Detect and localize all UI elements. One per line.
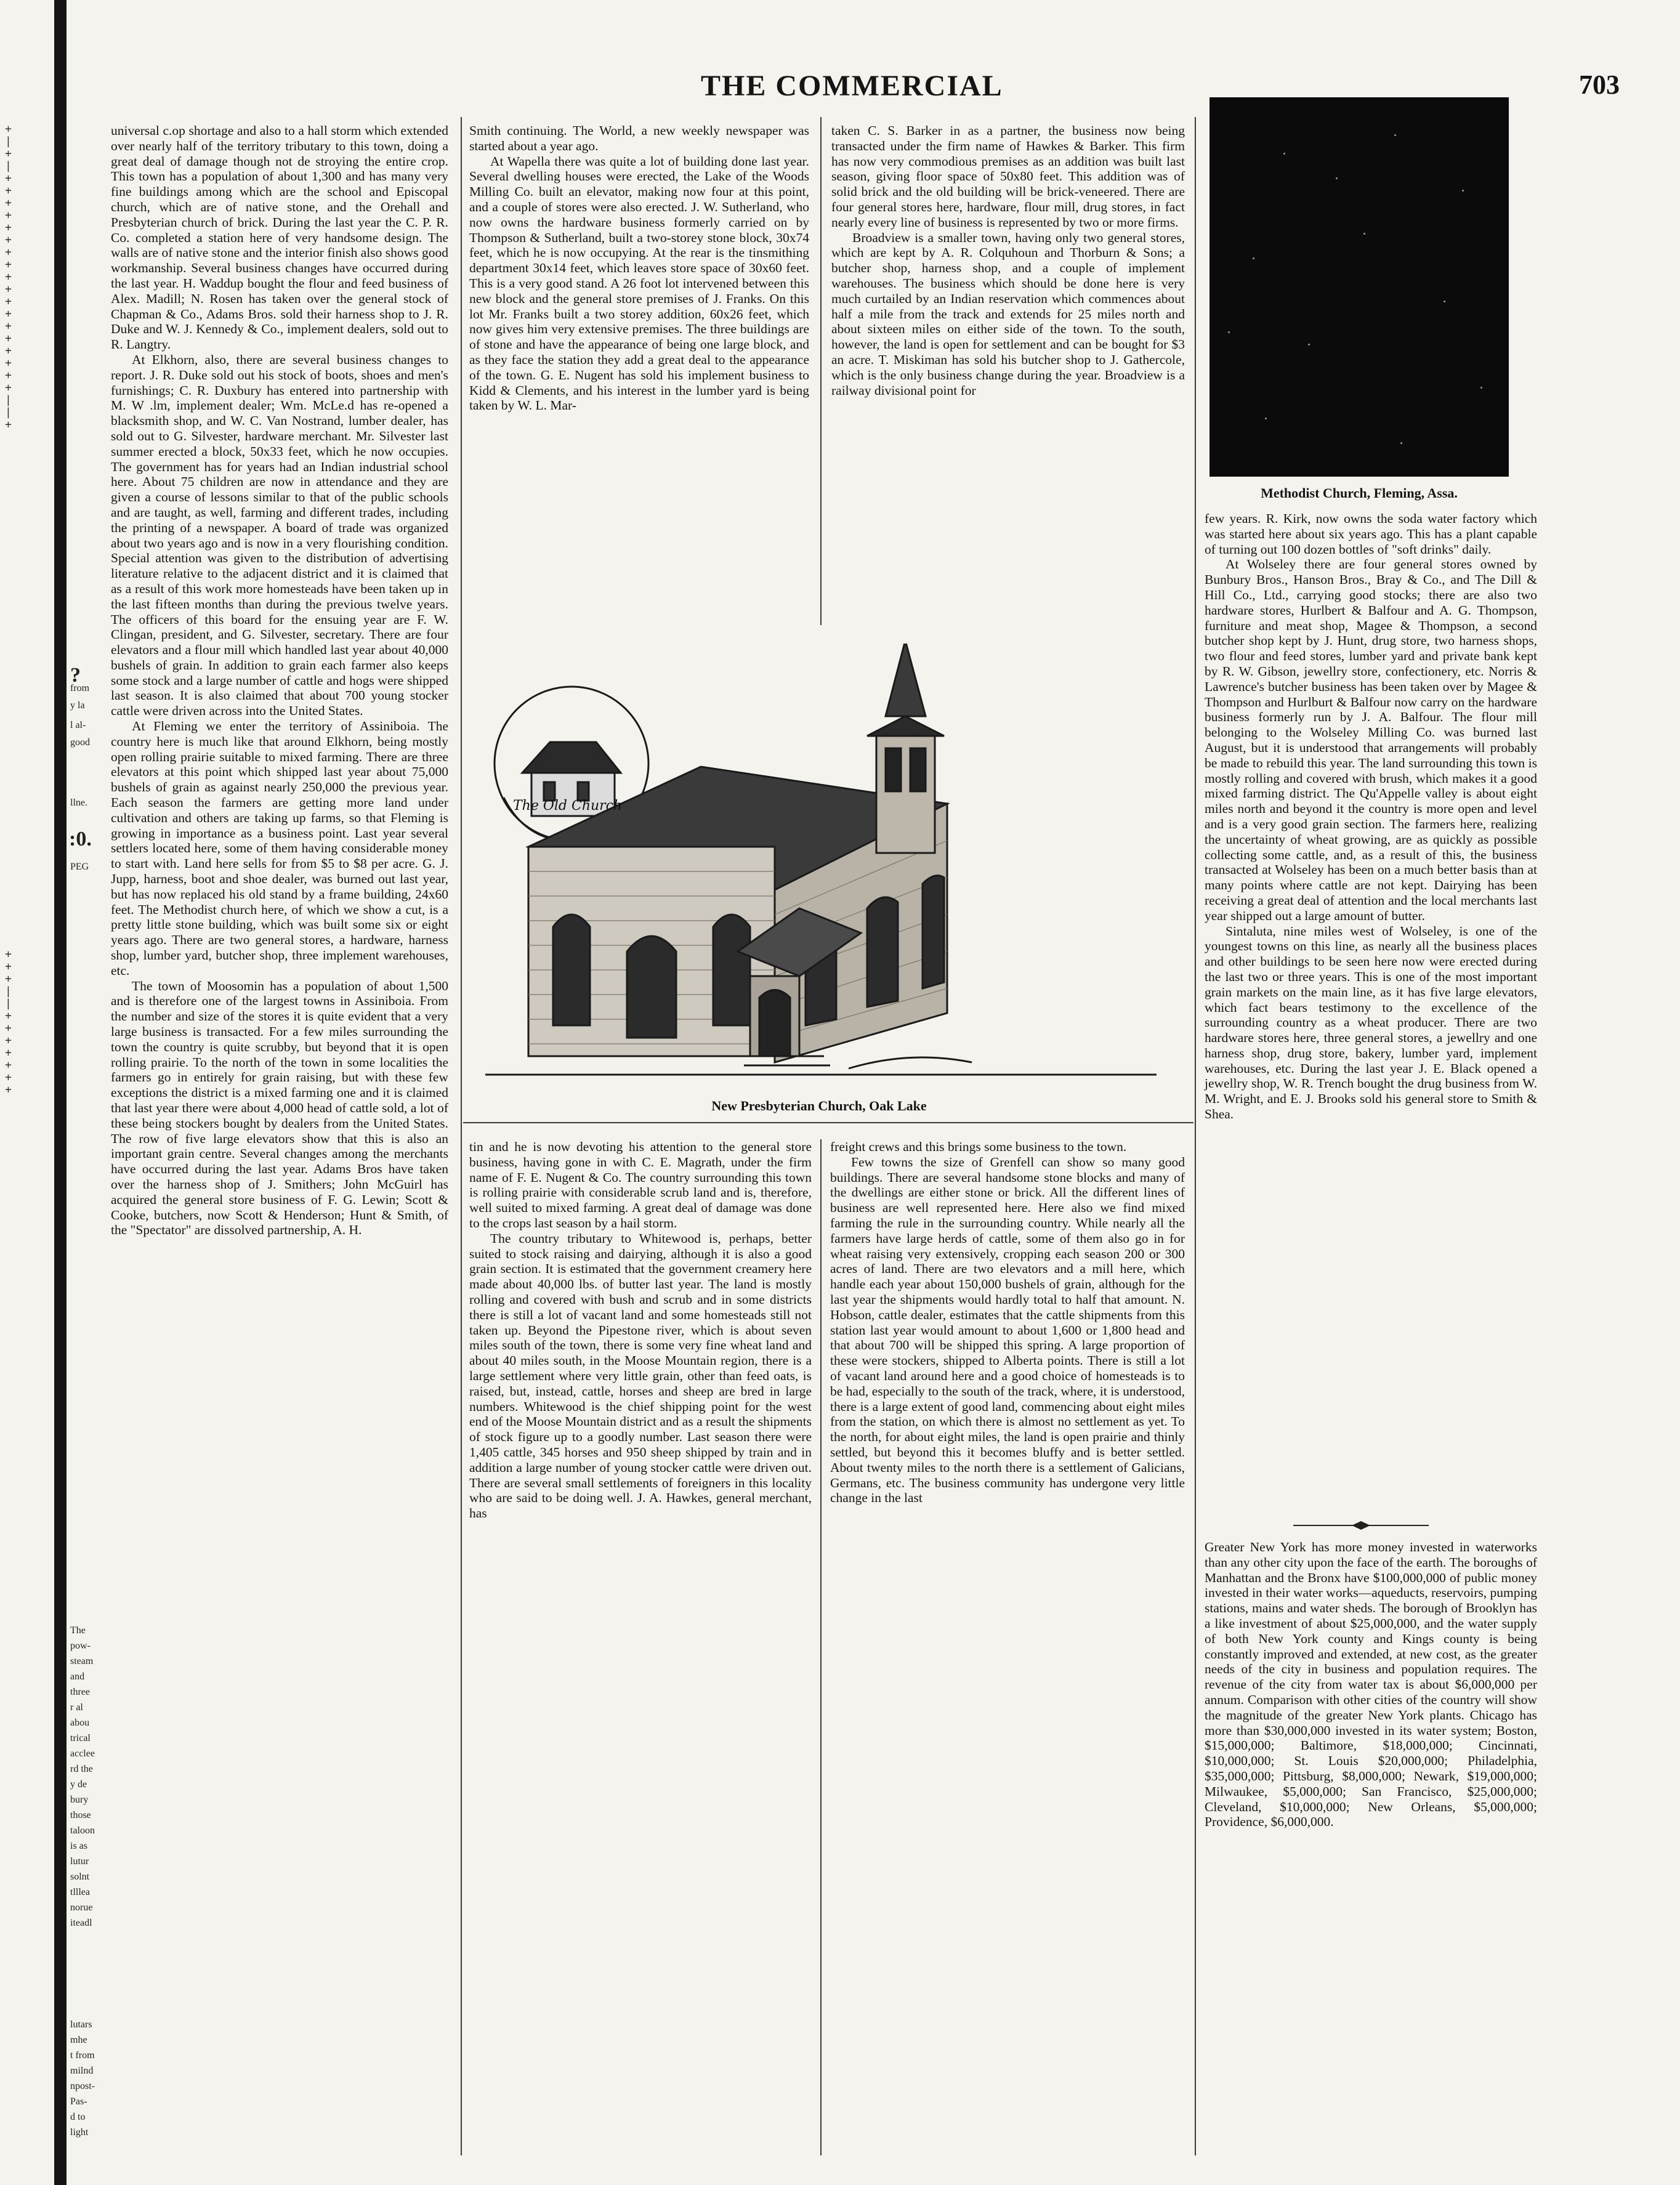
- article-column-1: [111, 123, 448, 1238]
- gutter-fragment: tlllea: [70, 1887, 90, 1897]
- page-title: THE COMMERCIAL: [701, 70, 1003, 102]
- paragraph: universal c.op shortage and also to a hall storm which extended over nearly half of the territory tributary to this town, doing a great deal of damage though not de stroying the entire crop. This town has a population of about 1,300 and has many very fine buildings among which are the school and Episcopal church, which are of native stone, and the Orehall and Presbyterian church of brick. During the last year the C. P. R. Co. completed a station here of very handsome design. The walls are of native stone and the interior finish also shows good workmanship. Several business changes have occurred during the last year. H. Waddup bought the flour and feed business of Alex. Madill; N. Rosen has taken over the general stock of Chapman & Co., Adams Bros. sold their harness shop to J. R. Duke and W. J. Kennedy & Co., implement dealers, sold out to R. Langtry.: [111, 123, 448, 352]
- gutter-fragment: solnt: [70, 1872, 90, 1882]
- gutter-fragment: Pas-: [70, 2096, 87, 2107]
- gutter-fragment: those: [70, 1810, 91, 1820]
- gutter-fragment: lutur: [70, 1856, 89, 1867]
- gutter-fragment: light: [70, 2127, 89, 2138]
- gutter-fragment: and: [70, 1671, 85, 1682]
- illustration-caption: New Presbyterian Church, Oak Lake: [711, 1098, 927, 1113]
- column-rule: [461, 117, 462, 2155]
- article-column-4: [1205, 511, 1537, 1122]
- methodist-church-photo: [1210, 97, 1509, 477]
- column-rule: [820, 117, 822, 625]
- gutter-fragment: npost-: [70, 2081, 95, 2091]
- paragraph: Smith continuing. The World, a new weekly newspaper was started about a year ago.: [469, 123, 809, 153]
- article-column-2: [469, 123, 809, 413]
- gutter-fragment: three: [70, 1687, 90, 1697]
- article-divider: [1293, 1521, 1429, 1530]
- paragraph: Greater New York has more money invested in waterworks than any other city upon the face of the earth. The boroughs of Manhattan and the Bronx have $100,000,000 of public money invested in their water works—aqueducts, reservoirs, pumping stations, mains and water sheds. The borough of Brooklyn has a like investment of about $25,000,000, and the water supply of both New York county and Kings county is being constantly improved and extended, at new cost, as the greater needs of the city in business and population requires. The revenue of the city from water tax is about $6,000,000 per annum. Comparison with other cities of the country will show the magnitude of the greater New York plants. Chicago has more than $30,000,000 invested in its water system; Boston, $15,000,000; Baltimore, $18,000,000; Cincinnati, $10,000,000; St. Louis $20,000,000; Philadelphia, $35,000,000; Pittsburg, $8,000,000; Newark, $19,000,000; Milwaukee, $5,000,000; San Francisco, $25,000,000; Cleveland, $10,000,000; New Orleans, $5,000,000; Providence, $6,000,000.: [1205, 1540, 1537, 1830]
- gutter-fragment: iteadl: [70, 1918, 92, 1928]
- gutter-fragment: y de: [70, 1779, 87, 1790]
- presbyterian-church-illustration: [479, 644, 1168, 1090]
- paragraph: freight crews and this brings some business to the town.: [830, 1139, 1127, 1154]
- gutter-fragment: y la: [70, 700, 85, 711]
- gutter-fragment: l al-: [70, 720, 86, 730]
- gutter-fragment: d to: [70, 2112, 86, 2122]
- gutter-fragment: taloon: [70, 1825, 95, 1836]
- margin-ticks: + | + | + + + + + + + + + + + + + + + + + + | | +: [5, 123, 12, 431]
- gutter-fragment: good: [70, 737, 90, 748]
- gutter-fragment: abou: [70, 1718, 90, 1728]
- column-rule: [1195, 117, 1196, 2155]
- paragraph: The country tributary to Whitewood is, perhaps, better suited to stock raising and dairying, although it is also a good grain section. It is estimated that the government creamery here made about 40,000 lbs. of butter last year. The land is mostly rolling and covered with bush and scrub and in some districts there is still a lot of vacant land and some homesteads still not taken up. Beyond the Pipestone river, which is about seven miles south of the town, there is some very fine wheat land and about 40 miles south, in the Moose Mountain region, there is a large settlement where very little grain, other than feed oats, is raised, but, instead, cattle, horses and sheep are bred in large numbers. Whitewood is the chief shipping point for the west end of the Moose Mountain district and as a result the shipments of stock figure up to a goodly number. Last season there were 1,405 cattle, 345 horses and 950 sheep shipped by train and in addition a large number of young stocker cattle were driven out. There are several small settlements of foreigners in this locality who are said to be doing well. J. A. Hawkes, general merchant, has: [469, 1230, 812, 1521]
- gutter-fragment: is as: [70, 1841, 87, 1851]
- gutter-fragment: acclee: [70, 1748, 95, 1759]
- paragraph: few years. R. Kirk, now owns the soda water factory which was started here about six years ago. This has a plant capable of turning out 100 dozen bottles of "soft drinks" daily.: [1205, 511, 1537, 557]
- gutter-fragment: ?: [70, 664, 81, 687]
- binding-strip: [54, 0, 67, 2185]
- paragraph: taken C. S. Barker in as a partner, the business now being transacted under the firm name of Hawkes & Barker. This firm has now very commodious premises as an addition was built last season, giving floor space of 50x80 feet. This addition was of solid brick and the old building will be brick-veneered. There are four general stores here, hardware, flour mill, drug stores, in fact nearly every line of business is represented by two or more firms.: [831, 123, 1185, 230]
- article-column-3-continued: [830, 1139, 1185, 1506]
- paragraph: At Wolseley there are four general stores owned by Bunbury Bros., Hanson Bros., Bray & Co., and The Dill & Hill Co., Ltd., carrying good stocks; there are also two hardware stores, Hurlbert & Balfour and A. G. Thompson, furniture and meat shop, Magee & Thompson, a second butcher shop kept by J. Hunt, drug store, two harness shops, two flour and feed stores, lumber yard and private bank kept by R. W. Gibson, jewellry store, confectionery, etc. Norris & Lawrence's butcher business has been taken over by Magee & Thompson and Hurlburt & Balfour now carry on the hardware business formerly run by J. A. Balfour. The flour mill belonging to the Wolseley Milling Co. was burned last August, but it is understood that arrangements will probably be made to rebuild this year. The land surrounding this town is mostly rolling and covered with brush, which makes it a good mixed farming district. The Qu'Appelle valley is about eight miles north and beyond it the country is more open and level and is a very good grain section. The farmers here, realizing the uncertainty of wheat growing, are as quickly as possible collecting some cattle, and, as a result of this, the business transacted at Wolseley has been on a much better basis than at many points where cattle are not kept. Dairying has been receiving a great deal of attention and the local merchants last year shipped out a large amount of butter.: [1205, 557, 1537, 923]
- paragraph: At Elkhorn, also, there are several business changes to report. J. R. Duke sold out his stock of boots, shoes and men's furnishings; C. R. Duxbury has entered into partnership with M. W .lm, implement dealer; Wm. McLe.d has re-opened a blacksmith shop, and W. C. Van Nostrand, lumber dealer, has sold out to G. Silvester, hardware merchant. Mr. Silvester last summer erected a block, 50x33 feet, which he now occupies. The government has for years had an Indian industrial school here. About 75 children are now in attendance and they are given a course of lessons similar to that of the public schools and are taught, as well, farming and different trades, including the printing of a newspaper. A board of trade was organized about two years ago and is now in a very flourishing condition. Special attention was given to the distribution of advertising literature relative to the adjacent district and it is claimed that as a result of this work more homesteads have been taken up in the last fifteen months than during the previous twelve years. The officers of this board for the ensuing year are F. W. Clingan, president, and G. Silvester, secretary. There are four elevators and a flour mill which handled last year about 40,000 bushels of grain. In addition to grain each farmer also keeps some stock and a large number of cattle and hogs were shipped last season. It is also claimed that about 700 young stocker cattle were driven across into the United States.: [111, 352, 448, 719]
- gutter-fragment: t from: [70, 2050, 95, 2061]
- gutter-fragment: r al: [70, 1702, 83, 1713]
- gutter-fragment: trical: [70, 1733, 91, 1743]
- margin-ticks-lower: + + + | | + + + + + + +: [5, 948, 12, 1096]
- gutter-fragment: The: [70, 1625, 86, 1636]
- gutter-fragment: llne.: [70, 798, 87, 808]
- gutter-fragment: PEG: [70, 862, 89, 872]
- article-column-3: [831, 123, 1185, 398]
- paragraph: Few towns the size of Grenfell can show so many good buildings. There are several handsome stone blocks and many of the dwellings are either stone or brick. All the different lines of business are well represented here. Here also we find mixed farming the rule in the surrounding country. While nearly all the farmers have large herds of cattle, some of them also go in for wheat raising very extensively, cropping each season 200 or 300 acres of land. There are two elevators and a mill here, which handle each year about 150,000 bushels of grain, although for the last year the shipments would hardly total to half that amount. N. Hobson, cattle dealer, estimates that the cattle shipments from this station last year would amount to about 1,600 or 1,800 head and that about 700 will be shipped this spring. A large proportion of these were stockers, shipped to Alberta points. There is still a lot of vacant land around here and a good choice of homesteads is to be had, especially to the south of the track, where, it is understood, there is a large extent of good land, commencing about eight miles from the station, on which there is almost no settlement as yet. To the north, for about eight miles, the land is open prairie and thinly settled, but beyond this it becomes bluffy and is better settled. About twenty miles to the north there is a settlement of Galicians, Germans, etc. The business community has undergone very little change in the last: [830, 1154, 1185, 1506]
- gutter-fragment: milnd: [70, 2066, 94, 2076]
- binding-gutter: [0, 0, 105, 2185]
- section-rule: [463, 1122, 1193, 1123]
- gutter-fragment: :0.: [69, 828, 92, 850]
- gutter-fragment: steam: [70, 1656, 94, 1666]
- gutter-fragment: rd the: [70, 1764, 93, 1774]
- gutter-fragment: lutars: [70, 2019, 92, 2030]
- paragraph: At Fleming we enter the territory of Assiniboia. The country here is much like that around Elkhorn, being mostly open rolling prairie suitable to mixed farming. There are three elevators at this point which shipped last year about 75,000 bushels of grain as against nearly 250,000 the previous year. Each season the farmers are getting more land under cultivation and others are taking up farms, so that Fleming is growing in importance as a business point. Last year several settlers located here, some of them having considerable money to start with. Land here sells for from $5 to $8 per acre. G. J. Jupp, harness, boot and shoe dealer, was burned out last year, but has now replaced his old stand by a frame building, 24x60 feet. The Methodist church here, of which we show a cut, is a pretty little stone building, which was built some six or eight years ago. There are two general stores, a hardware, harness shop, lumber yard, butcher shop, three implement warehouses, etc.: [111, 719, 448, 978]
- paragraph: The town of Moosomin has a population of about 1,500 and is therefore one of the largest towns in Assiniboia. From the number and size of the stores it is quite evident that a very large business is transacted. For a few miles surrounding the town the country is quite scrubby, but beyond that it is open rolling prairie. To the north of the town in some localities the farmers go in entirely for grain raising, but with these few exceptions the district is a mixed farming one and it is claimed that last year there were about 4,000 head of cattle sold, a lot of these being stockers bought by dealers from the United States. The row of five large elevators show that this is also an important grain centre. Several changes among the merchants have occurred during the last year. Adams Bros have taken over the harness shop of J. Smithers; John McGuirl has acquired the general store business of F. G. Lewin; Scott & Cooke, butchers, now Scott & Henderson; Hunt & Smith, of the "Spectator" are dissolved partnership, A. H.: [111, 978, 448, 1238]
- paragraph: Sintaluta, nine miles west of Wolseley, is one of the youngest towns on this line, as nearly all the business places and other buildings to be seen here now were erected during the last two or three years. This is one of the most important grain markets on the main line, as it has five large elevators, which fact bears testimony to the excellence of the surrounding country as a wheat producer. There are two hardware stores here, three general stores, a jewellry and one harness shop, drug store, bakery, lumber yard, implement warehouses, etc. During the last year J. E. Black opened a jewellry shop, W. R. Trench bought the drug business from W. M. Wright, and E. J. Brooks sold his general store to Smith & Shea.: [1205, 923, 1537, 1122]
- paragraph: Broadview is a smaller town, having only two general stores, which are kept by A. R. Colquhoun and Thorburn & Sons; a butcher shop, harness shop, and a couple of implement warehouses. The business which should be done here is very much curtailed by an Indian reservation which commences about half a mile from the track and extends for 25 miles north and about sixteen miles on either side of the town. To the south, however, the land is open for settlement and can be bought for $3 an acre. T. Miskiman has sold his butcher shop to J. Gathercole, which is the only business change during the year. Broadview is a railway divisional point for: [831, 230, 1185, 398]
- gutter-fragment: pow-: [70, 1641, 91, 1651]
- page-number: 703: [1579, 70, 1620, 100]
- gutter-fragment: mhe: [70, 2035, 87, 2045]
- gutter-fragment: norue: [70, 1902, 93, 1913]
- article-column-4-continued: [1205, 1540, 1537, 1830]
- paragraph: At Wapella there was quite a lot of building done last year. Several dwelling houses were erected, the Lake of the Woods Milling Co. built an elevator, making now four at this point, and a couple of stores were also erected. J. W. Sutherland, who now owns the hardware business formerly carried on by Thompson & Sutherland, built a two-storey stone block, 30x74 feet, which he is now occupying. At the rear is the tinsmithing department 30x14 feet, which leaves store space of 30x60 feet. This is a very good stand. A 26 foot lot intervened between this new block and the general store premises of J. Franks. On this lot Mr. Franks built a two storey addition, 60x26 feet, which now gives him very extensive premises. The three buildings are of stone and have the appearance of being one large block, and as they face the station they add a great deal to the appearance of the town. G. E. Nugent has sold his implement business to Kidd & Clements, and his interest in the lumber yard is being taken by W. L. Mar-: [469, 153, 809, 413]
- paragraph: tin and he is now devoting his attention to the general store business, having gone in with C. E. Magrath, under the firm name of F. E. Nugent & Co. The country surrounding this town is rolling prairie with considerable scrub land and is, therefore, well suited to mixed farming. A great deal of damage was done to the crops last season by a hail storm.: [469, 1139, 812, 1230]
- photo-caption: Methodist Church, Fleming, Assa.: [1261, 485, 1458, 501]
- gutter-fragment: from: [70, 683, 90, 693]
- gutter-fragment: bury: [70, 1795, 89, 1805]
- inset-label: The Old Church: [513, 798, 623, 814]
- article-column-2-continued: [469, 1139, 812, 1521]
- column-rule: [820, 1139, 822, 2155]
